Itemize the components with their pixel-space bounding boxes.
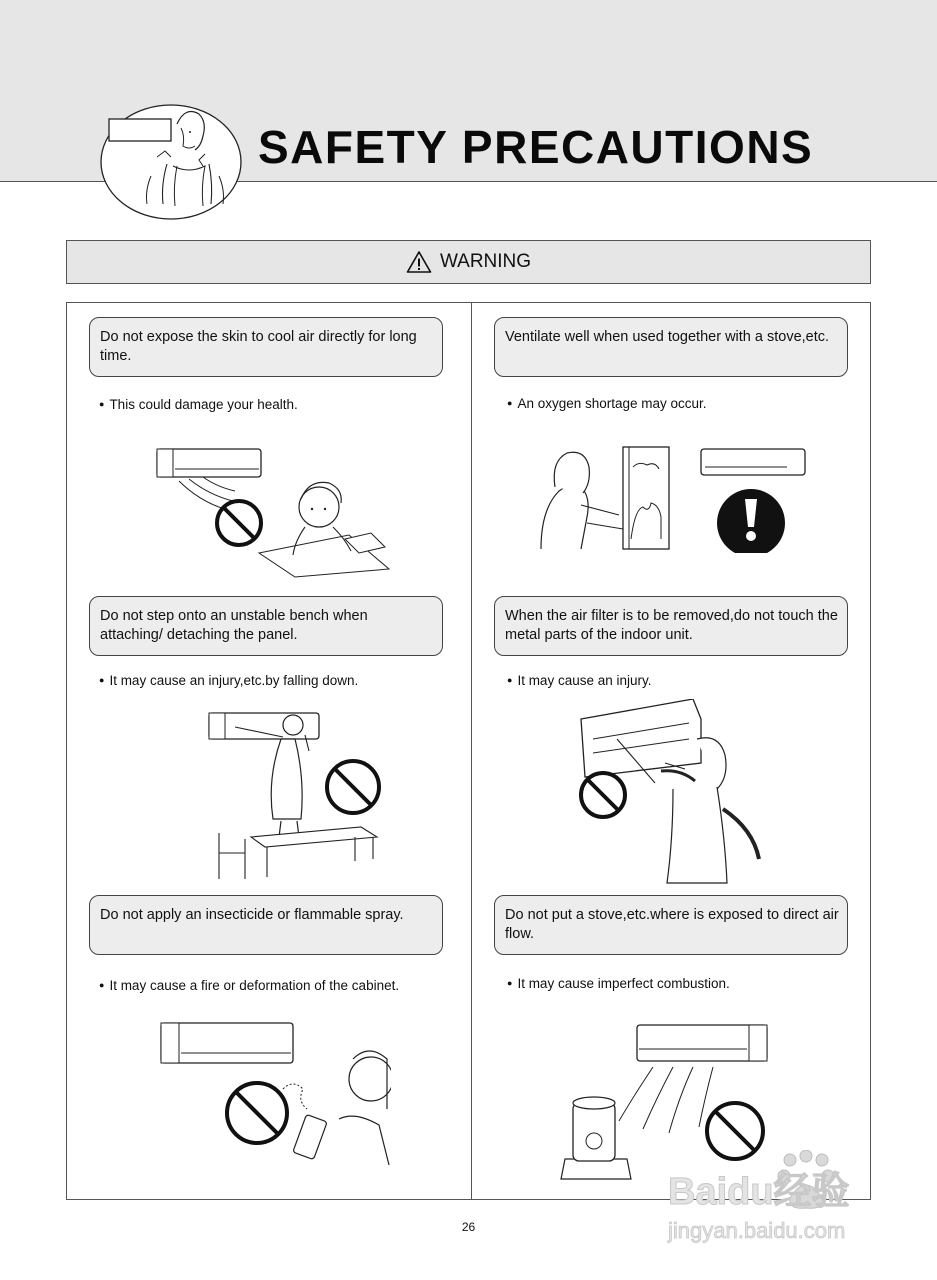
illustration-unstable-bench	[205, 703, 385, 883]
page-title: SAFETY PRECAUTIONS	[258, 121, 814, 173]
precautions-grid	[66, 302, 871, 1200]
baidu-watermark	[666, 1150, 881, 1250]
mascot-illustration	[97, 102, 243, 222]
illustration-air-filter-removal	[577, 699, 797, 885]
precaution-note-1: ● This could damage your health.	[99, 397, 298, 412]
page-number: 26	[461, 1220, 476, 1234]
precaution-callout-3: Do not step onto an unstable bench when attaching/ detaching the panel.	[89, 596, 443, 656]
illustration-ventilate-window	[537, 443, 817, 553]
precaution-callout-5: Do not apply an insecticide or flammable spray.	[89, 895, 443, 955]
precaution-callout-2: Ventilate well when used together with a stove,etc.	[494, 317, 848, 377]
precaution-note-4: ● It may cause an injury.	[507, 673, 652, 688]
column-divider	[471, 303, 472, 1199]
watermark-url: jingyan.baidu.com	[668, 1218, 846, 1243]
precaution-note-3: ● It may cause an injury,etc.by falling down.	[99, 673, 358, 688]
precaution-note-6: ● It may cause imperfect combustion.	[507, 976, 730, 991]
precaution-callout-1: Do not expose the skin to cool air directly for long time.	[89, 317, 443, 377]
warning-label: WARNING	[439, 251, 532, 272]
precaution-note-2: ● An oxygen shortage may occur.	[507, 396, 707, 411]
illustration-child-cool-air	[155, 443, 395, 578]
warning-banner	[66, 240, 871, 284]
precaution-callout-4: When the air filter is to be removed,do not touch the metal parts of the indoor unit.	[494, 596, 848, 656]
precaution-note-5: ● It may cause a fire or deformation of the cabinet.	[99, 978, 399, 993]
watermark-brand: Baidu经验	[668, 1171, 850, 1213]
warning-triangle-icon	[406, 250, 432, 274]
illustration-insecticide-spray	[159, 1019, 391, 1171]
precaution-callout-6: Do not put a stove,etc.where is exposed to direct air flow.	[494, 895, 848, 955]
